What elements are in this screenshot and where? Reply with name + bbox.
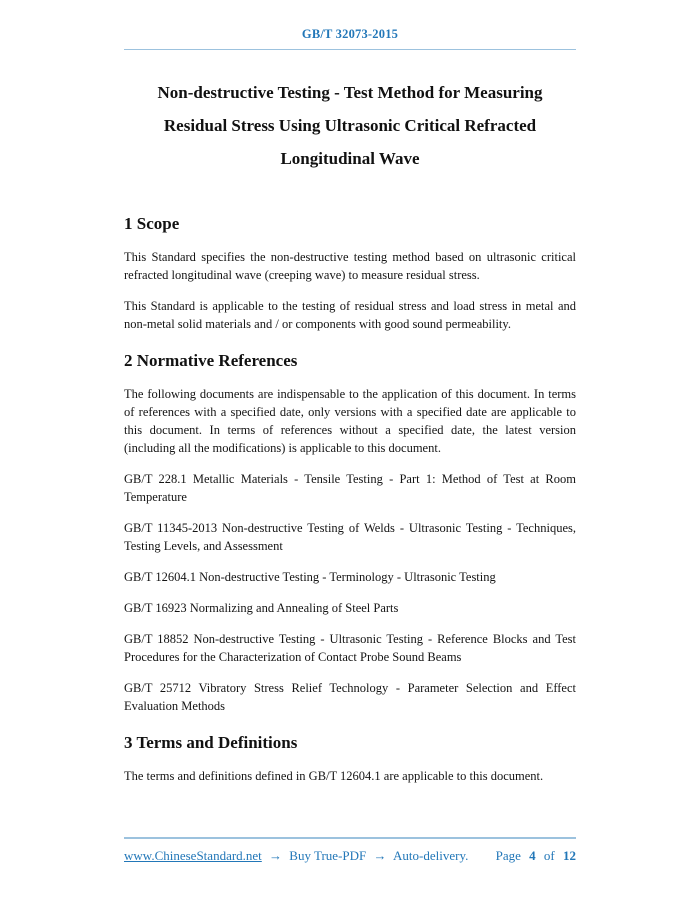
total-page-number: 12 bbox=[563, 848, 576, 863]
header-divider bbox=[124, 49, 576, 50]
paragraph: The following documents are indispensable to the application of this document. In terms of references with a specified date, only versions with a specified date are applicable to this document. In terms of references without a specified date, the latest version (including all the modifications) is applicable to this document. bbox=[124, 387, 576, 455]
document-title-line-2: Residual Stress Using Ultrasonic Critical Refracted bbox=[163, 116, 537, 135]
reference-item: GB/T 11345-2013 Non-destructive Testing of Welds - Ultrasonic Testing - Techniques, Testing Levels, and Assessment bbox=[124, 521, 576, 553]
arrow-icon: → bbox=[269, 848, 283, 863]
current-page-number: 4 bbox=[529, 848, 536, 863]
reference-item: GB/T 16923 Normalizing and Annealing of Steel Parts bbox=[124, 601, 399, 615]
reference-item: GB/T 18852 Non-destructive Testing - Ultrasonic Testing - Reference Blocks and Test Procedures for the Characterization of Contact Probe Sound Beams bbox=[124, 632, 576, 664]
page-footer bbox=[124, 848, 576, 864]
website-link[interactable]: www.ChineseStandard.net bbox=[124, 848, 262, 863]
of-label: of bbox=[543, 848, 555, 863]
document-title-line-3: Longitudinal Wave bbox=[280, 149, 420, 168]
paragraph: This Standard specifies the non-destructive testing method based on ultrasonic critical refracted longitudinal wave (creeping wave) to measure residual stress. bbox=[124, 250, 576, 282]
paragraph: This Standard is applicable to the testing of residual stress and load stress in metal and non-metal solid materials and / or components with good sound permeability. bbox=[124, 299, 576, 331]
paragraph: The terms and definitions defined in GB/T 12604.1 are applicable to this document. bbox=[124, 769, 544, 783]
document-title bbox=[124, 76, 576, 175]
section-heading-scope: 1 Scope bbox=[124, 214, 180, 233]
page-indicator bbox=[491, 848, 576, 864]
arrow-icon: → bbox=[373, 848, 387, 863]
auto-delivery-label: Auto-delivery. bbox=[393, 848, 469, 863]
page-label: Page bbox=[495, 848, 521, 863]
section-heading-terms-and-definitions: 3 Terms and Definitions bbox=[124, 733, 298, 752]
footer-source-line bbox=[124, 848, 472, 864]
reference-item: GB/T 25712 Vibratory Stress Relief Technology - Parameter Selection and Effect Evaluation Methods bbox=[124, 681, 576, 713]
buy-true-pdf-label: Buy True-PDF bbox=[289, 848, 367, 863]
document-title-line-1: Non-destructive Testing - Test Method for Measuring bbox=[157, 83, 543, 102]
section-heading-normative-references: 2 Normative References bbox=[124, 351, 298, 370]
reference-item: GB/T 228.1 Metallic Materials - Tensile Testing - Part 1: Method of Test at Room Temperature bbox=[124, 472, 576, 504]
standard-number: GB/T 32073-2015 bbox=[301, 27, 399, 41]
footer-divider bbox=[124, 837, 576, 839]
reference-item: GB/T 12604.1 Non-destructive Testing - Terminology - Ultrasonic Testing bbox=[124, 570, 496, 584]
